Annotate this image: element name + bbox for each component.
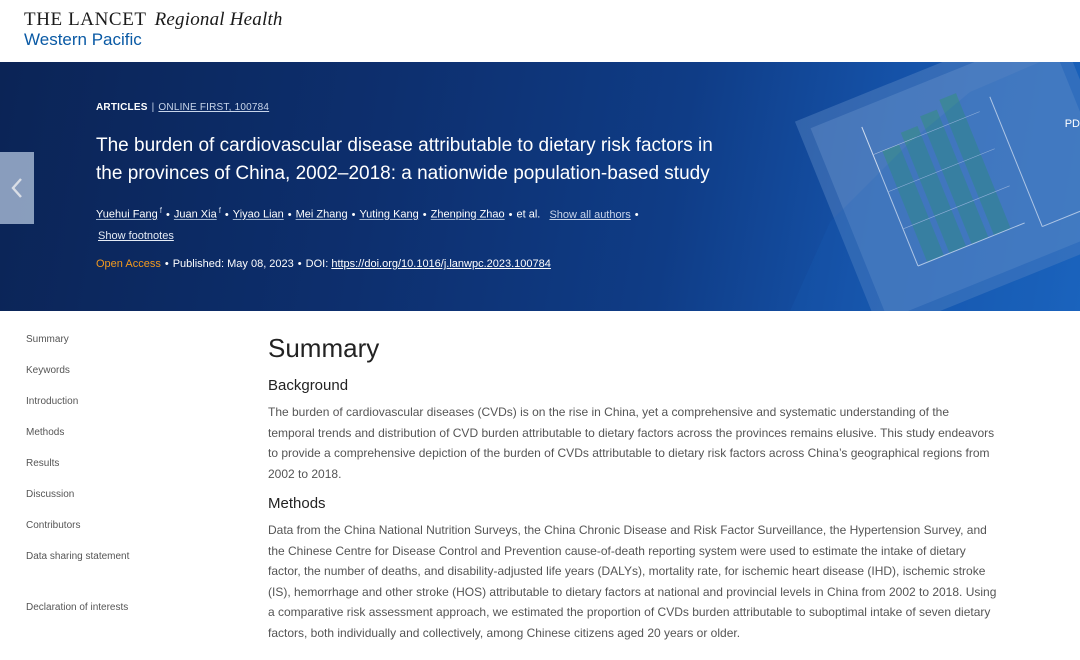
online-first-link[interactable]: ONLINE FIRST, 100784 xyxy=(158,102,270,113)
previous-article-button[interactable] xyxy=(0,152,34,224)
published-label: Published: xyxy=(172,258,225,270)
article-banner xyxy=(0,62,1080,311)
show-footnotes-link[interactable]: Show footnotes xyxy=(98,229,174,242)
toc-item-introduction[interactable]: Introduction xyxy=(26,396,79,407)
article-body xyxy=(268,330,998,643)
toc-item-methods[interactable]: Methods xyxy=(26,427,65,438)
doi-link[interactable]: https://doi.org/10.1016/j.lanwpc.2023.100784 xyxy=(331,258,551,270)
toc-item-discussion[interactable]: Discussion xyxy=(26,489,75,500)
toc-item-declaration-of-interests[interactable]: Declaration of interests xyxy=(26,602,129,613)
toc-item-data-sharing-statement[interactable]: Data sharing statement xyxy=(26,551,130,562)
author-link[interactable]: Juan Xia xyxy=(173,208,217,221)
author-footnote-marker[interactable]: f xyxy=(159,206,163,215)
toc-item-keywords[interactable]: Keywords xyxy=(26,365,70,376)
chevron-left-icon xyxy=(10,177,24,199)
toc-item-summary[interactable]: Summary xyxy=(26,334,69,345)
author-footnote-marker[interactable]: f xyxy=(218,206,221,215)
show-all-authors-link[interactable]: Show all authors xyxy=(549,208,631,221)
author-link[interactable]: Yiyao Lian xyxy=(232,208,284,221)
methods-paragraph: Data from the China National Nutrition Surveys, the China Chronic Disease and Risk Factor Surveillance, the Hypertension Survey, and the Chinese Centre for Disease Control and Prevention cause-of-death reporting system were used to estimate the intake of dietary factor, the number of deaths, and disability-adjusted life years (DALYs), mortality rate, for ischemic heart disease (IHD), ischemic stroke (IS), hemorrhage and other stroke (HOS) attributable to dietary factors at national and provincial levels in China from 2002 to 2018. Using a comparative risk assessment approach, we estimated the proportion of CVDs burden attributable to suboptimal intake of seven dietary factors, both individually and collectively, among Chinese citizens aged 20 years or older. xyxy=(268,523,997,640)
published-date: May 08, 2023 xyxy=(227,258,294,270)
toc-item-contributors[interactable]: Contributors xyxy=(26,520,81,531)
author-link[interactable]: Mei Zhang xyxy=(295,208,348,221)
publication-meta: Open Access • Published: May 08, 2023 • DOI: https://doi.org/10.1016/j.lanwpc.2023.100784 xyxy=(96,258,551,270)
article-type: ARTICLES xyxy=(96,102,148,113)
logo-regional-health: Regional Health xyxy=(154,9,283,30)
background-heading: Background xyxy=(268,377,349,394)
logo-region: Western Pacific xyxy=(24,30,142,49)
journal-logo[interactable] xyxy=(24,10,283,48)
logo-title xyxy=(24,10,283,29)
author-list: Yuehui Fang $^f$ • Juan Xia $^f$ • Yiyao Lian • Mei Zhang • Yuting Kang • Zhenping Zhao • et al. Show all authors • Show footnotes xyxy=(96,200,676,247)
article-title: The burden of cardiovascular disease attributable to dietary risk factors in the provinces of China, 2002–2018: a nationwide population-based study xyxy=(96,135,713,184)
chart-decoration-image xyxy=(790,62,1080,311)
author-link[interactable]: Yuehui Fang xyxy=(96,208,158,221)
article-type-line: ARTICLES | ONLINE FIRST, 100784 xyxy=(96,102,270,113)
summary-heading: Summary xyxy=(268,333,380,363)
site-header xyxy=(0,0,1080,63)
toc-item-results[interactable]: Results xyxy=(26,458,60,469)
doi-label: DOI: xyxy=(305,258,329,270)
author-link[interactable]: Yuting Kang xyxy=(359,208,419,221)
methods-heading: Methods xyxy=(268,495,326,512)
author-link[interactable]: Zhenping Zhao xyxy=(430,208,505,221)
logo-the-lancet: THE LANCET xyxy=(24,9,147,30)
et-al: et al. xyxy=(516,208,541,221)
pdf-button[interactable]: PD xyxy=(1064,118,1080,130)
background-paragraph: The burden of cardiovascular diseases (CVDs) is on the rise in China, yet a comprehensive and systematic understanding of the temporal trends and distribution of CVD burden attributable to dietary factors across the provinces remains elusive. This study endeavors to provide a comprehensive depiction of the burden of CVDs attributable to dietary risk factors across China’s geographical regions from 2002 to 2018. xyxy=(268,405,995,481)
open-access-badge: Open Access xyxy=(96,258,161,270)
article-outline xyxy=(26,330,136,649)
